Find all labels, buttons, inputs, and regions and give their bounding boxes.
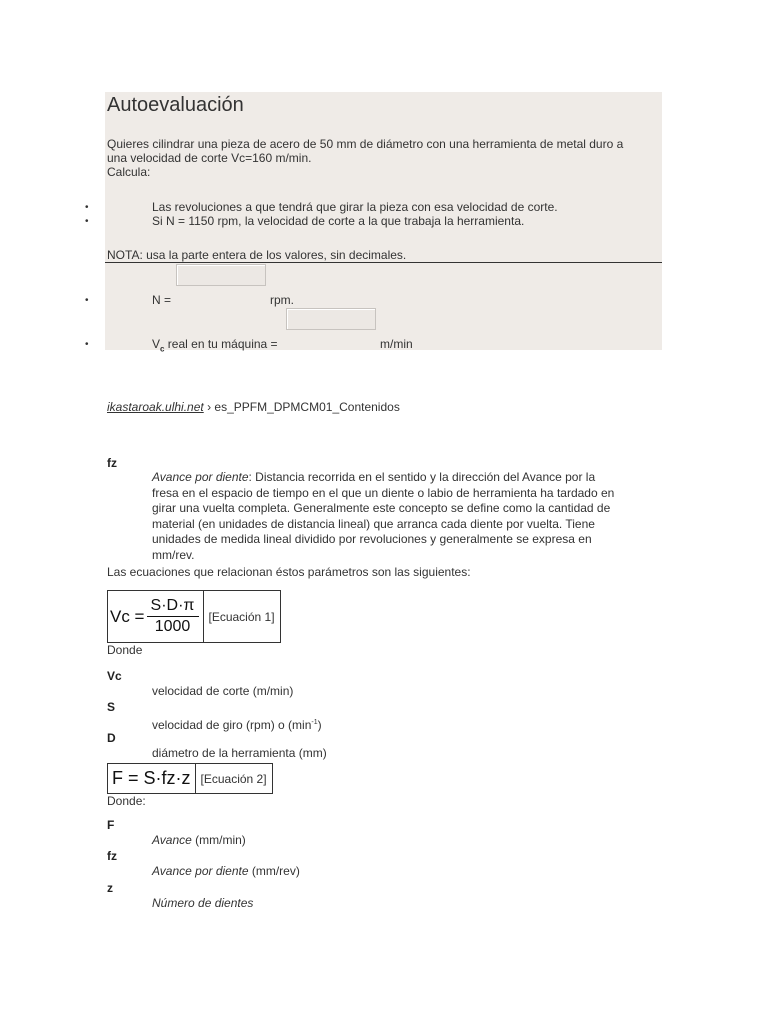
s-desc: velocidad de giro (rpm) o $(\min^{-1})$ [152, 718, 322, 732]
intro-line-1: Quieres cilindrar una pieza de acero de 50 mm de diámetro con una herramienta de metal duro a [107, 137, 624, 151]
answer2-label: $V_c$ real en tu máquina = [152, 337, 278, 354]
answer1-unit: rpm. [270, 293, 294, 307]
fz-definition: Avance por diente: Distancia recorrida en el sentido y la dirección del Avance por la fresa en el espacio de tiempo en el que un diente o labio de herramienta ha tardado en girar una vuelta completa. Generalmente este concepto se define como la cantidad de material (en unidades de distancia lineal) que arranca cada diente por vuelta. Tiene unidades de medida lineal dividido por revoluciones y generalmente se expresa en mm/rev. [152, 470, 615, 562]
equation-2 [107, 763, 273, 794]
f-desc: Avance (mm/min) [152, 833, 246, 847]
breadcrumb-path: es_PPFM_DPMCM01_Contenidos [214, 400, 400, 414]
z-desc: Número de dientes [152, 896, 254, 910]
bullet-glyph: • [85, 216, 89, 227]
intro-line-2: una velocidad de corte Vc=160 m/min. [107, 151, 312, 165]
breadcrumb-site-link[interactable]: ikastaroak.ulhi.net [107, 400, 204, 414]
equation-1-fraction: $\frac{S\cdot D\cdot\pi}{1000}$ [147, 597, 199, 636]
note-text: NOTA: usa la parte entera de los valores, sin decimales. [107, 248, 407, 262]
term-d: D [107, 731, 116, 745]
page-title: Autoevaluación [107, 94, 244, 116]
bullet-glyph: • [85, 339, 89, 350]
fz-desc: Avance por diente (mm/rev) [152, 864, 300, 878]
answer1-label: N = [152, 293, 172, 307]
equation-1-label: [Ecuación 1] [208, 609, 275, 624]
rpm-answer-input[interactable] [176, 264, 266, 286]
donde-label-2: Donde: [107, 794, 146, 808]
equation-2-label: [Ecuación 2] [200, 771, 267, 786]
equation-1: Vc = $\frac{S\cdot D\cdot\pi}{1000}$ [Ecuación 1] [107, 590, 281, 643]
d-desc: diámetro de la herramienta (mm) [152, 746, 327, 760]
equation-2-expression: F = S·fz·z [112, 768, 191, 788]
task-item-1: Las revoluciones a que tendrá que girar la pieza con esa velocidad de corte. [152, 200, 558, 214]
donde-label-1: Donde [107, 643, 143, 657]
term-s: S [107, 700, 116, 714]
equations-intro: Las ecuaciones que relacionan éstos parámetros son las siguientes: [107, 565, 471, 579]
bullet-glyph: • [85, 295, 89, 306]
term-f: F [107, 818, 115, 832]
term-vc: Vc [107, 669, 122, 683]
term-z: z [107, 881, 113, 895]
vc-answer-input[interactable] [286, 308, 376, 330]
term-fz-2: fz [107, 849, 117, 863]
term-fz: fz [107, 456, 117, 470]
task-item-2: Si N = 1150 rpm, la velocidad de corte a la que trabaja la herramienta. [152, 214, 525, 228]
divider [105, 262, 662, 263]
breadcrumb-separator: › [203, 400, 215, 414]
breadcrumb [107, 400, 400, 414]
intro-line-3: Calcula: [107, 165, 151, 179]
vc-desc: velocidad de corte (m/min) [152, 684, 294, 698]
answer2-unit: m/min [380, 337, 413, 351]
bullet-glyph: • [85, 202, 89, 213]
